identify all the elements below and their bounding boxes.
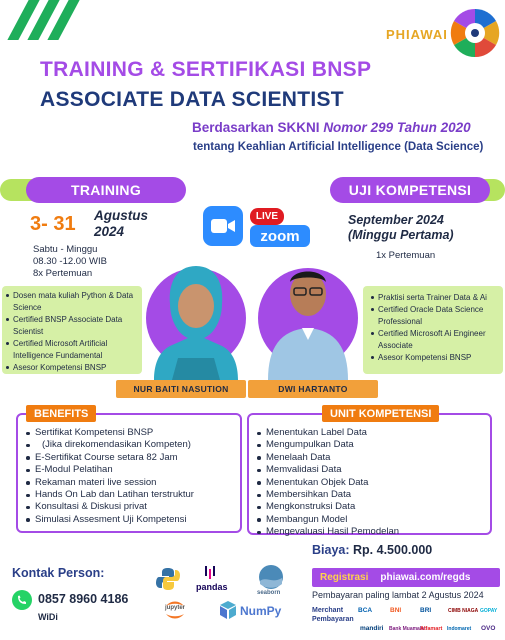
- credential-item: Certified Microsoft Ai Engineer Associate: [371, 328, 499, 352]
- credential-item: Praktisi serta Trainer Data & Ai: [371, 292, 499, 304]
- live-badge: LIVE: [250, 208, 284, 225]
- bank-logo-ovo: OVO: [481, 625, 496, 632]
- uji-sessions: 1x Pertemuan: [376, 250, 436, 261]
- bank-logo-gopay: GOPAY: [480, 607, 498, 614]
- credential-item: Dosen mata kuliah Python & Data Science: [6, 290, 138, 314]
- training-date-month: Agustus 2024: [94, 208, 148, 239]
- contact-name: WiDi: [38, 612, 58, 622]
- bank-logo-alfamart: Alfamart: [420, 625, 443, 632]
- bank-logo-bca: BCA: [358, 607, 373, 614]
- bank-logo-mandiri: mandiri: [360, 625, 384, 632]
- pandas-label: pandas: [196, 582, 228, 592]
- bank-logo-cimb: CIMB NIAGA: [448, 607, 479, 614]
- brand-name: PHIAWAI: [386, 27, 448, 42]
- seaborn-logo-icon: [258, 564, 284, 590]
- credential-item: Certified BNSP Associate Data Scientist: [6, 314, 138, 338]
- benefit-item: Simulasi Assesment Uji Kompetensi: [26, 514, 236, 526]
- price: Biaya: Rp. 4.500.000: [312, 543, 433, 557]
- unit-kompetensi-box: [247, 413, 492, 538]
- unit-item: Membangun Model: [257, 514, 486, 526]
- zoom-logo-text: zoom: [250, 225, 310, 247]
- unit-item: Mengevaluasi Hasil Pemodelan: [257, 526, 486, 538]
- trainer2-name: DWI HARTANTO: [248, 380, 378, 398]
- title-line-2: ASSOCIATE DATA SCIENTIST: [40, 88, 344, 111]
- payment-deadline: Pembayaran paling lambat 2 Agustus 2024: [312, 590, 484, 600]
- skkni-line-1: Berdasarkan SKKNI Nomor 299 Tahun 2020: [192, 120, 471, 135]
- credential-item: Asesor Kompetensi BNSP: [371, 352, 499, 364]
- benefit-item: Sertifikat Kompetensi BNSP: [26, 427, 236, 439]
- python-logo-icon: [155, 566, 181, 592]
- training-schedule: Sabtu - Minggu 08.30 -12.00 WIB 8x Pertemuan: [33, 244, 107, 279]
- unit-kompetensi-label: UNIT KOMPETENSI: [322, 405, 439, 422]
- unit-item: Menelaah Data: [257, 452, 486, 464]
- kontak-label: Kontak Person:: [12, 566, 105, 580]
- numpy-label: NumPy: [240, 604, 282, 618]
- benefits-label: BENEFITS: [26, 405, 96, 422]
- benefit-item: (Jika direkomendasikan Kompeten): [26, 439, 236, 451]
- bank-logo-muamalat: Bank Muamalat: [389, 625, 426, 632]
- whatsapp-icon[interactable]: [12, 590, 32, 610]
- unit-item: Memvalidasi Data: [257, 464, 486, 476]
- bank-logo-bni: BNI: [390, 607, 402, 614]
- unit-item: Menentukan Objek Data: [257, 477, 486, 489]
- title-line-1: TRAINING & SERTIFIKASI BNSP: [40, 58, 372, 81]
- benefit-item: E-Sertifikat Course setara 82 Jam: [26, 452, 236, 464]
- credential-item: Certified Microsoft Artificial Intelligence Fundamental: [6, 338, 138, 362]
- benefit-item: Rekaman materi live session: [26, 477, 236, 489]
- unit-item: Menentukan Label Data: [257, 427, 486, 439]
- skkni-line-2: tentang Keahlian Artificial Intelligence (Data Science): [193, 141, 484, 153]
- trainer1-photo: [150, 262, 242, 380]
- benefit-item: Hands On Lab dan Latihan terstruktur: [26, 489, 236, 501]
- decorative-stripes: [8, 0, 88, 40]
- contact-phone[interactable]: 0857 8960 4186: [38, 592, 129, 606]
- jupyter-label: jupyter: [165, 605, 186, 611]
- bank-logo-indomaret: Indomaret: [447, 625, 472, 632]
- unit-item: Mengumpulkan Data: [257, 439, 486, 451]
- zoom-camera-icon: [203, 206, 243, 246]
- registration-link[interactable]: Registrasi phiawai.com/regds: [312, 568, 500, 587]
- benefits-box: [16, 413, 242, 533]
- pandas-icon: [205, 566, 215, 580]
- benefit-item: E-Modul Pelatihan: [26, 464, 236, 476]
- training-label: TRAINING: [26, 177, 186, 203]
- bank-logo-bri: BRI: [420, 607, 432, 614]
- phiawai-logo-icon: [448, 6, 502, 60]
- trainer1-name: NUR BAITI NASUTION: [116, 380, 246, 398]
- uji-date: September 2024 (Minggu Pertama): [348, 213, 454, 242]
- trainer1-credentials-panel: [2, 286, 142, 374]
- credential-item: Asesor Kompetensi BNSP: [6, 362, 138, 374]
- numpy-logo-icon: [218, 600, 238, 620]
- training-date-number: 3- 31: [30, 213, 76, 235]
- merchant-label: Merchant Pembayaran: [312, 607, 354, 623]
- benefit-item: Konsultasi & Diskusi privat: [26, 501, 236, 513]
- credential-item: Certified Oracle Data Science Professional: [371, 304, 499, 328]
- seaborn-label: seaborn: [257, 590, 281, 596]
- uji-kompetensi-label: UJI KOMPETENSI: [330, 177, 490, 203]
- unit-item: Mengkonstruksi Data: [257, 501, 486, 513]
- trainer2-photo: [262, 258, 354, 380]
- trainer2-credentials-panel: [363, 286, 503, 374]
- unit-item: Membersihkan Data: [257, 489, 486, 501]
